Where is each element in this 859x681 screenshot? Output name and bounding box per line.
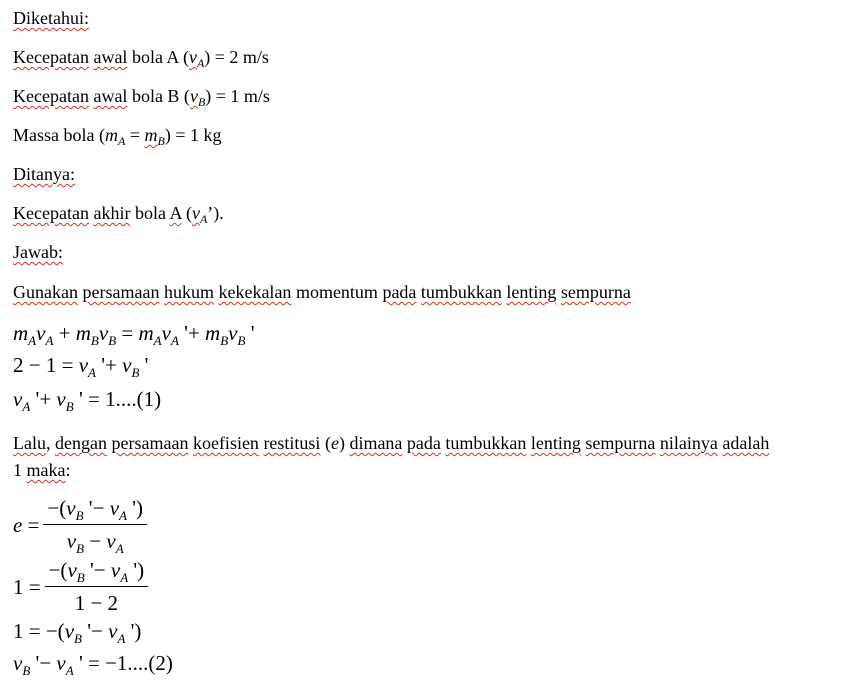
equation-restitution-1: e = $\frac{-(v_B '- v_A ')}{v_B - v_A}$ (13, 494, 147, 555)
equation-restitution-4: $v_B$ '− $v_A$ ' = −1....(2) (13, 651, 173, 678)
restitution-intro-line2: 1 maka: (13, 460, 71, 480)
momentum-intro: Gunakan persamaan hukum kekekalan momentum pada tumbukkan lenting sempurna (13, 282, 631, 302)
equation-momentum-1: $m_Av_A + m_Bv_B = m_Av_A$ '+ $m_Bv_B$ ' (13, 321, 255, 348)
heading-jawab: Jawab: (13, 242, 63, 262)
restitution-intro-line1: Lalu, dengan persamaan koefisien restitusi (e) dimana pada tumbukkan lenting sempurna nilainya adalah (13, 433, 770, 453)
heading-ditanya: Ditanya: (13, 164, 75, 184)
question-final-velocity: Kecepatan akhir bola A $(v_A’)$. (13, 203, 224, 226)
equation-restitution-3: $1 = -(v_B$ '− $v_A$ ') (13, 619, 142, 646)
equation-momentum-2: $2 - 1 = v_A$ '+ $v_B$ ' (13, 353, 149, 380)
equation-momentum-3: $v_A$ '+ $v_B$ ' = 1....(1) (13, 387, 162, 414)
given-mass: Massa bola $(m_A = m_B) = 1$ kg (13, 125, 222, 148)
given-velocity-b: Kecepatan awal bola B $(v_B) = 1$ m/s (13, 86, 270, 109)
equation-restitution-2: 1 = $\frac{-(v_B '- v_A ')}{1 - 2}$ (13, 556, 148, 617)
given-velocity-a: Kecepatan awal bola A $(v_A) = 2$ m/s (13, 47, 269, 70)
heading-diketahui: Diketahui: (13, 8, 89, 28)
